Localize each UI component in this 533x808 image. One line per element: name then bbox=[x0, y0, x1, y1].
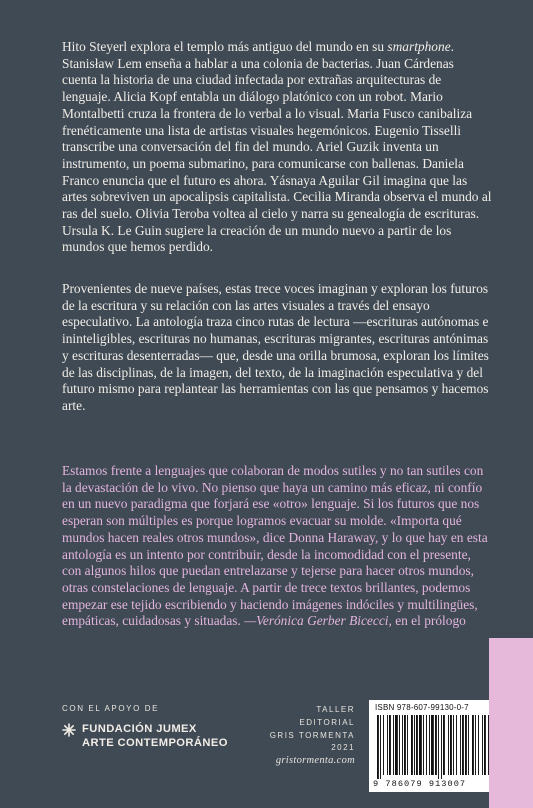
support-label: CON EL APOYO DE bbox=[62, 704, 160, 713]
quote-attribution-tail: en el prólogo bbox=[391, 613, 466, 629]
description-paragraph: Provenientes de nueve países, estas trece voces imaginan y exploran los futuros de la escritura y su relación con las artes visuales a través del ensayo especulativo. La antología traza cinco rutas de lectura —escrituras autónomas e ininteligibles, escrituras no humanas, escrituras migrantes, escrituras antónimas y escrituras desenterradas— que, desde una orilla brumosa, exploran los límites de las disciplinas, de la imagen, del texto, de la imaginación especulativa y del futuro mismo para replantear las herramientas con las que pensamos y hacemos arte. bbox=[62, 281, 489, 413]
jumex-line-2: ARTE CONTEMPORÁNEO bbox=[82, 737, 228, 749]
publisher-line-2: GRIS TORMENTA bbox=[269, 730, 355, 740]
synopsis-text-rest: . Stanisław Lem enseña a hablar a una colonia de bacterias. Juan Cárdenas cuenta la historia de una ciudad infectada por extrañas arquitecturas de lenguaje. Alicia Kopf entabla un diálogo platónico con un robot. Mario Montalbetti cruza la frontera de lo verbal a lo visual. Maria Fusco canibaliza frenéticamente una lista de artistas visuales hegemónicos. Eugenio Tisselli transcribe una conversación del fin del mundo. Ariel Guzik inventa un instrumento, un poema submarino, para comunicarse con ballenas. Daniela Franco enuncia que el futuro es ahora. Yásnaya Aguilar Gil imagina que las artes sobreviven un apocalipsis capitalista. Cecilia Miranda observa el mundo al ras del suelo. Olivia Teroba voltea al cielo y narra su genealogía de escrituras. Ursula K. Le Guin sugiere la creación de un mundo nuevo a partir de los mundos que hemos perdido. bbox=[62, 39, 492, 255]
jumex-name bbox=[82, 722, 228, 750]
asterisk-star-icon bbox=[62, 723, 76, 737]
synopsis-text-start: Hito Steyerl explora el templo más antiguo del mundo en su bbox=[62, 39, 388, 54]
publisher-website: gristormenta.com bbox=[275, 755, 355, 767]
quote-paragraph bbox=[62, 463, 492, 630]
synopsis-emphasis: smartphone bbox=[387, 39, 451, 54]
quote-attribution: —Verónica Gerber Bicecci, bbox=[244, 613, 392, 629]
publisher-line-1: TALLER EDITORIAL bbox=[299, 705, 355, 727]
publisher-year: 2021 bbox=[331, 743, 355, 753]
publisher-imprint bbox=[260, 704, 355, 768]
synopsis-paragraph bbox=[62, 39, 492, 256]
accent-strip bbox=[489, 638, 533, 808]
jumex-logo bbox=[62, 722, 228, 750]
barcode-digits: 9 786079 913007 bbox=[373, 779, 467, 789]
jumex-line-1: FUNDACIÓN JUMEX bbox=[82, 723, 197, 735]
isbn-label: ISBN 978-607-99130-0-7 bbox=[375, 703, 469, 712]
barcode-bars bbox=[375, 715, 507, 779]
quote-body: Estamos frente a lenguajes que colaboran de modos sutiles y no tan sutiles con la devastación de lo vivo. No pienso que haya un camino más eficaz, ni confío en un nuevo paradigma que forjará ese «otro» lenguaje. Si los futuros que nos esperan son múltiples es porque logramos evacuar su molde. «Importa qué mundos hacen reales otros mundos», dice Donna Haraway, y lo que hay en esta antología es un intento por contribuir, desde la incomodidad con el presente, con algunos hilos que puedan entrelazarse y tejerse para hacer otros mundos, otras constelaciones de lenguaje. A partir de trece textos brillantes, podemos empezar ese tejido escribiendo y haciendo imágenes indóciles y multilingües, empáticas, cuidadosas y situadas. bbox=[62, 463, 488, 629]
